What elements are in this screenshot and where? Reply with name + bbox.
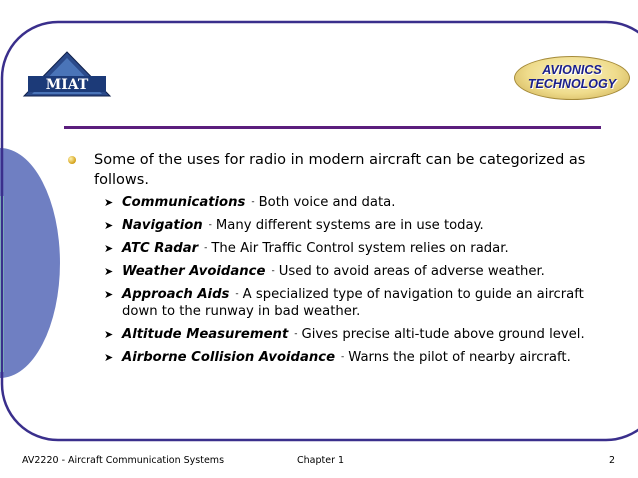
item-dash: - bbox=[294, 329, 298, 339]
item-term: Communications bbox=[122, 195, 246, 210]
list-item bbox=[66, 194, 606, 211]
item-desc: Warns the pilot of nearby aircraft. bbox=[348, 350, 571, 365]
item-term: Navigation bbox=[122, 218, 203, 233]
list-item bbox=[66, 240, 606, 257]
item-dash: - bbox=[235, 289, 239, 299]
miat-logo bbox=[22, 50, 112, 100]
item-desc: Both voice and data. bbox=[258, 195, 396, 210]
list-item bbox=[66, 349, 606, 366]
arrow-bullet-icon: ➤ bbox=[104, 219, 114, 232]
item-term: Airborne Collision Avoidance bbox=[122, 350, 336, 365]
title-divider bbox=[64, 126, 601, 129]
badge-line1: AVIONICS bbox=[542, 63, 602, 77]
arrow-bullet-icon: ➤ bbox=[104, 288, 114, 301]
item-term: Weather Avoidance bbox=[122, 264, 266, 279]
arrow-bullet-icon: ➤ bbox=[104, 328, 114, 341]
badge-line2: TECHNOLOGY bbox=[527, 77, 617, 91]
logo-text: MIAT bbox=[45, 77, 89, 93]
arrow-bullet-icon: ➤ bbox=[104, 196, 114, 209]
item-desc: Gives precise alti-tude above ground level. bbox=[301, 327, 585, 342]
item-term: ATC Radar bbox=[122, 241, 199, 256]
gold-bullet-icon bbox=[68, 156, 76, 164]
item-desc: Many different systems are in use today. bbox=[215, 218, 484, 233]
arrow-bullet-icon: ➤ bbox=[104, 242, 114, 255]
left-accent-shape bbox=[0, 148, 60, 378]
item-desc: The Air Traffic Control system relies on radar. bbox=[211, 241, 509, 256]
slide-content bbox=[66, 150, 606, 372]
list-item bbox=[66, 286, 606, 320]
item-dash: - bbox=[271, 266, 275, 276]
arrow-bullet-icon: ➤ bbox=[104, 265, 114, 278]
avionics-technology-badge bbox=[514, 56, 630, 100]
list-item bbox=[66, 263, 606, 280]
footer-chapter: Chapter 1 bbox=[297, 455, 345, 466]
lead-text: Some of the uses for radio in modern aircraft can be categorized as follows. bbox=[94, 152, 586, 188]
footer-course: AV2220 - Aircraft Communication Systems bbox=[22, 455, 225, 466]
radio-uses-list bbox=[66, 194, 606, 366]
item-dash: - bbox=[208, 220, 212, 230]
item-dash: - bbox=[341, 352, 345, 362]
list-item bbox=[66, 326, 606, 343]
item-desc: A specialized type of navigation to guide an aircraft down to the runway in bad weather. bbox=[122, 287, 584, 319]
item-desc: Used to avoid areas of adverse weather. bbox=[278, 264, 545, 279]
list-item bbox=[66, 217, 606, 234]
footer-page-number: 2 bbox=[609, 455, 616, 466]
item-dash: - bbox=[204, 243, 208, 253]
arrow-bullet-icon: ➤ bbox=[104, 351, 114, 364]
item-term: Approach Aids bbox=[122, 287, 230, 302]
lead-bullet bbox=[66, 150, 606, 190]
item-term: Altitude Measurement bbox=[122, 327, 289, 342]
item-dash: - bbox=[251, 197, 255, 207]
